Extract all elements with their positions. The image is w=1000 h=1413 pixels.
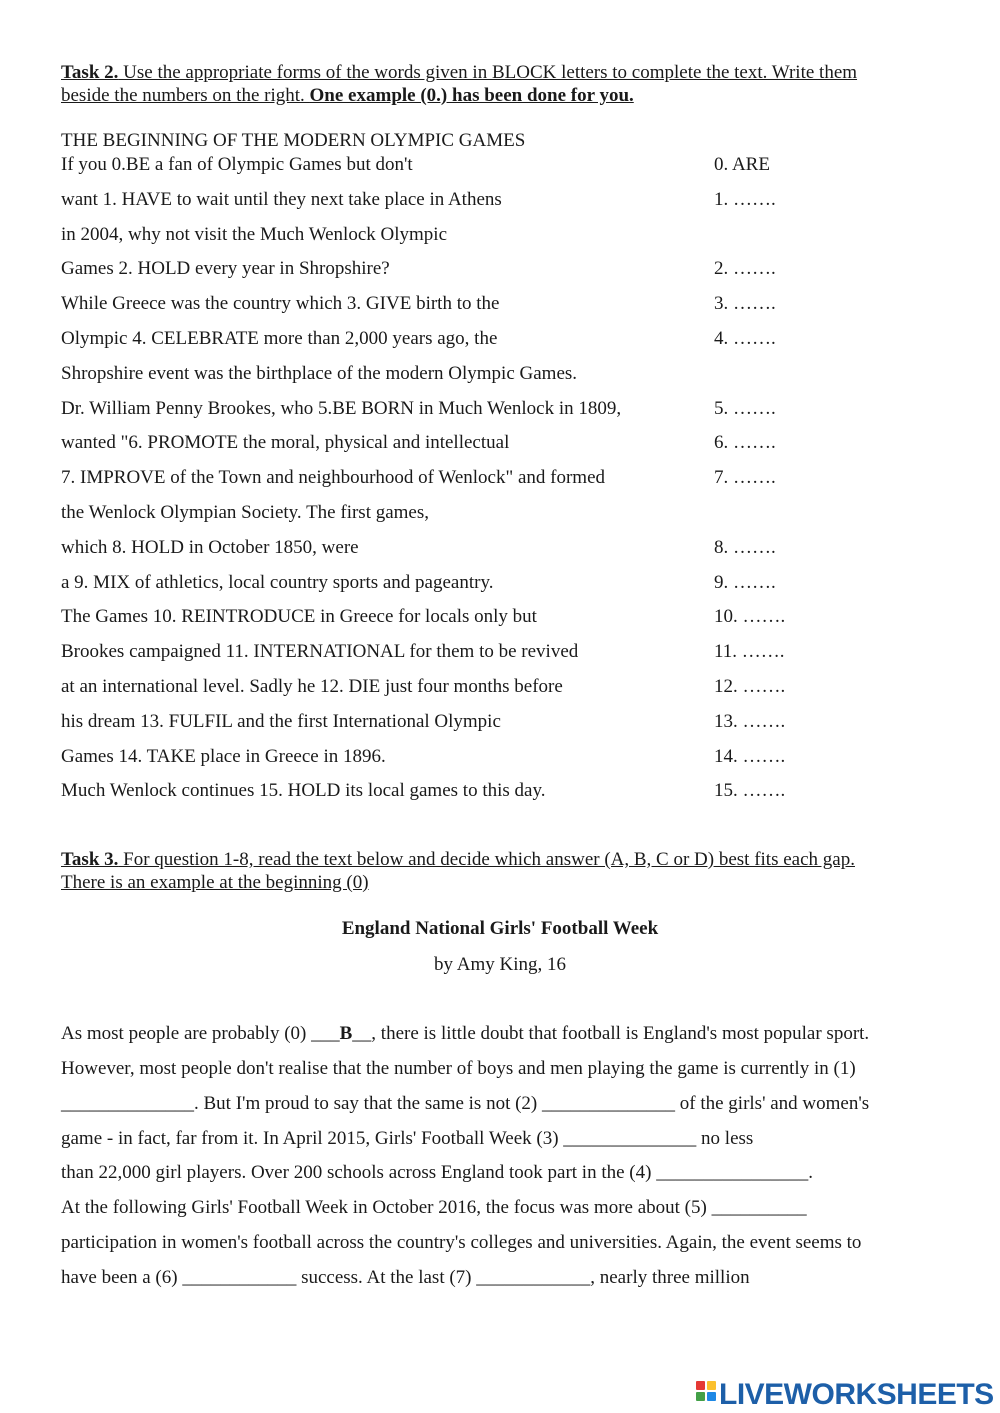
task2-answer-slot: 10. ……. [714, 606, 786, 627]
task2-text-line: in 2004, why not visit the Much Wenlock Olympic [61, 224, 448, 245]
task3-example-post: __, there is little doubt that football is England's most popular sport. [352, 1023, 870, 1044]
liveworksheets-logo-icon [696, 1381, 716, 1409]
task2-answer-slot: 15. ……. [714, 780, 786, 801]
task3-paragraph-line [61, 1023, 869, 1045]
task2-text-line: While Greece was the country which 3. GIVE birth to the [61, 293, 500, 314]
task2-answer-slot: 0. ARE [714, 154, 770, 175]
task3-paragraph-line: ______________. But I'm proud to say that the same is not (2) ______________ of the girls' and women's [61, 1093, 870, 1114]
task2-answer-slot: 12. ……. [714, 676, 786, 697]
task2-text-line: Brookes campaigned 11. INTERNATIONAL for them to be revived [61, 641, 579, 662]
task2-answer-slot: 7. ……. [714, 467, 776, 488]
task3-label: Task 3. [61, 849, 119, 870]
task2-answer-slot: 4. ……. [714, 328, 776, 349]
task2-label: Task 2. [61, 62, 119, 83]
task2-instruction-part1: Use the appropriate forms of the words given in BLOCK letters to complete the text. Write them [118, 62, 858, 83]
task2-answer-slot: 13. ……. [714, 711, 786, 732]
task2-answer-slot: 9. ……. [714, 572, 776, 593]
task2-text-line: 7. IMPROVE of the Town and neighbourhood of Wenlock" and formed [61, 467, 606, 488]
task2-instruction-part2: beside the numbers on the right. [61, 85, 310, 106]
task3-instruction-part2: There is an example at the beginning (0) [61, 872, 369, 893]
task3-instructions [61, 848, 941, 894]
task2-text-line: a 9. MIX of athletics, local country sports and pageantry. [61, 572, 494, 593]
task2-text-line: wanted "6. PROMOTE the moral, physical and intellectual [61, 432, 510, 453]
task3-paragraph-line: However, most people don't realise that the number of boys and men playing the game is currently in (1) [61, 1058, 856, 1079]
task3-paragraph-line: At the following Girls' Football Week in October 2016, the focus was more about (5) __________ [61, 1197, 807, 1218]
task2-text-line: the Wenlock Olympian Society. The first games, [61, 502, 430, 523]
task2-answer-slot: 11. ……. [714, 641, 785, 662]
liveworksheets-logo-text: LIVEWORKSHEETS [719, 1378, 994, 1411]
task2-answer-slot: 3. ……. [714, 293, 776, 314]
task2-answer-slot: 14. ……. [714, 746, 786, 767]
task2-title: THE BEGINNING OF THE MODERN OLYMPIC GAMES [61, 130, 526, 151]
task2-answer-slot: 2. ……. [714, 258, 776, 279]
task2-text-line: Much Wenlock continues 15. HOLD its local games to this day. [61, 780, 546, 801]
task2-text-line: Games 2. HOLD every year in Shropshire? [61, 258, 390, 279]
task2-text-line: If you 0.BE a fan of Olympic Games but don't [61, 154, 413, 175]
task2-text-line: want 1. HAVE to wait until they next take place in Athens [61, 189, 502, 210]
task3-paragraph-line: have been a (6) ____________ success. At the last (7) ____________, nearly three million [61, 1267, 750, 1288]
task3-title: England National Girls' Football Week [341, 918, 659, 939]
task3-byline: by Amy King, 16 [434, 954, 566, 975]
task3-instruction-part1: For question 1-8, read the text below and decide which answer (A, B, C or D) best fits each gap. [118, 849, 855, 870]
task3-paragraph-line: participation in women's football across the country's colleges and universities. Again, the event seems to [61, 1232, 862, 1253]
task3-paragraph-line: than 22,000 girl players. Over 200 schools across England took part in the (4) ________________. [61, 1162, 813, 1183]
liveworksheets-logo [696, 1378, 994, 1412]
task2-answer-slot: 8. ……. [714, 537, 776, 558]
task2-text-line: The Games 10. REINTRODUCE in Greece for locals only but [61, 606, 537, 627]
task2-answer-slot: 6. ……. [714, 432, 776, 453]
task2-answer-slot: 1. ……. [714, 189, 776, 210]
task2-example-note: One example (0.) has been done for you. [309, 85, 634, 106]
task2-text-line: which 8. HOLD in October 1850, were [61, 537, 359, 558]
task2-text-line: Olympic 4. CELEBRATE more than 2,000 years ago, the [61, 328, 498, 349]
task3-example-pre: As most people are probably (0) ___ [61, 1023, 340, 1044]
task2-instructions [61, 61, 941, 107]
task3-example-answer: B [339, 1023, 353, 1044]
task2-text-line: Shropshire event was the birthplace of the modern Olympic Games. [61, 363, 578, 384]
task3-paragraph-line: game - in fact, far from it. In April 2015, Girls' Football Week (3) ______________ no less [61, 1128, 754, 1149]
task2-text-line: Games 14. TAKE place in Greece in 1896. [61, 746, 386, 767]
task2-text-line: his dream 13. FULFIL and the first International Olympic [61, 711, 501, 732]
task2-answer-slot: 5. ……. [714, 398, 776, 419]
task2-text-line: Dr. William Penny Brookes, who 5.BE BORN in Much Wenlock in 1809, [61, 398, 622, 419]
task2-text-line: at an international level. Sadly he 12. DIE just four months before [61, 676, 563, 697]
